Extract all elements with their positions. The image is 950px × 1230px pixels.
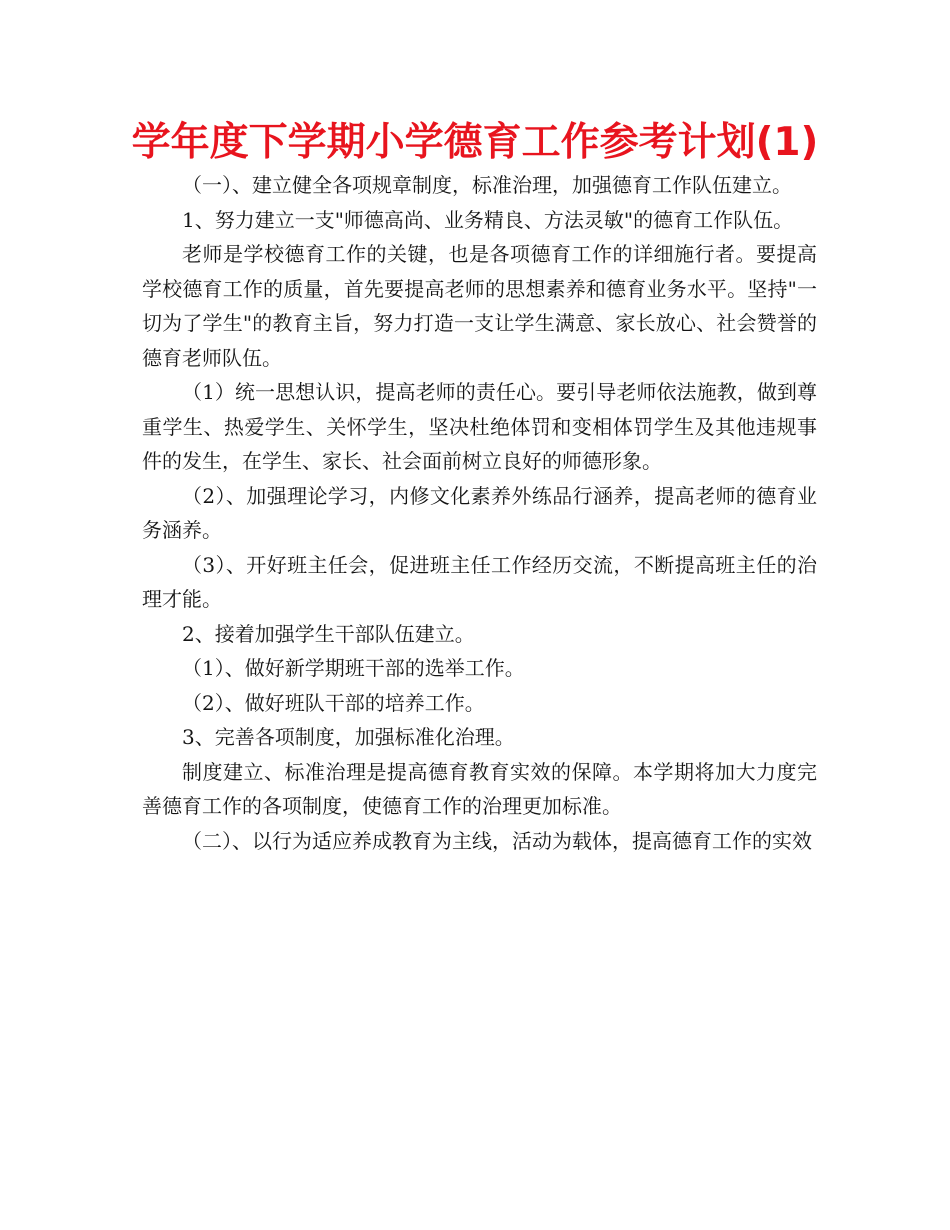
paragraph: 1、努力建立一支"师德高尚、业务精良、方法灵敏"的德育工作队伍。 xyxy=(182,207,794,232)
paragraph: （1）、做好新学期班干部的选举工作。 xyxy=(182,656,525,680)
paragraph: （3）、开好班主任会，促进班主任工作经历交流，不断提高班主任的治理才能。 xyxy=(142,552,817,611)
paragraph: （2）、加强理论学习，内修文化素养外练品行涵养，提高老师的德育业务涵养。 xyxy=(142,483,817,542)
paragraph: （一）、建立健全各项规章制度，标准治理，加强德育工作队伍建立。 xyxy=(182,173,792,197)
document-title: 学年度下学期小学德育工作参考计划(1) xyxy=(131,120,819,165)
paragraph: （2）、做好班队干部的培养工作。 xyxy=(182,690,485,715)
paragraph: （1）统一思想认识，提高老师的责任心。要引导老师依法施教，做到尊重学生、热爱学生、关怀学生，坚决杜绝体罚和变相体罚学生及其他违规事件的发生，在学生、家长、社会面前树立良好的师德形象。 xyxy=(142,380,817,473)
document-body xyxy=(142,168,817,858)
paragraph: 老师是学校德育工作的关键，也是各项德育工作的详细施行者。要提高学校德育工作的质量，首先要提高老师的思想素养和德育业务水平。坚持"一切为了学生"的教育主旨，努力打造一支让学生满意、家长放心、社会赞誉的德育老师队伍。 xyxy=(142,242,817,370)
paragraph: （二）、以行为适应养成教育为主线，活动为载体，提高德育工作的实效 xyxy=(182,828,812,853)
paragraph: 2、接着加强学生干部队伍建立。 xyxy=(182,621,475,646)
paragraph: 制度建立、标准治理是提高德育教育实效的保障。本学期将加大力度完善德育工作的各项制度，使德育工作的治理更加标准。 xyxy=(142,759,817,818)
paragraph: 3、完善各项制度，加强标准化治理。 xyxy=(182,725,515,749)
